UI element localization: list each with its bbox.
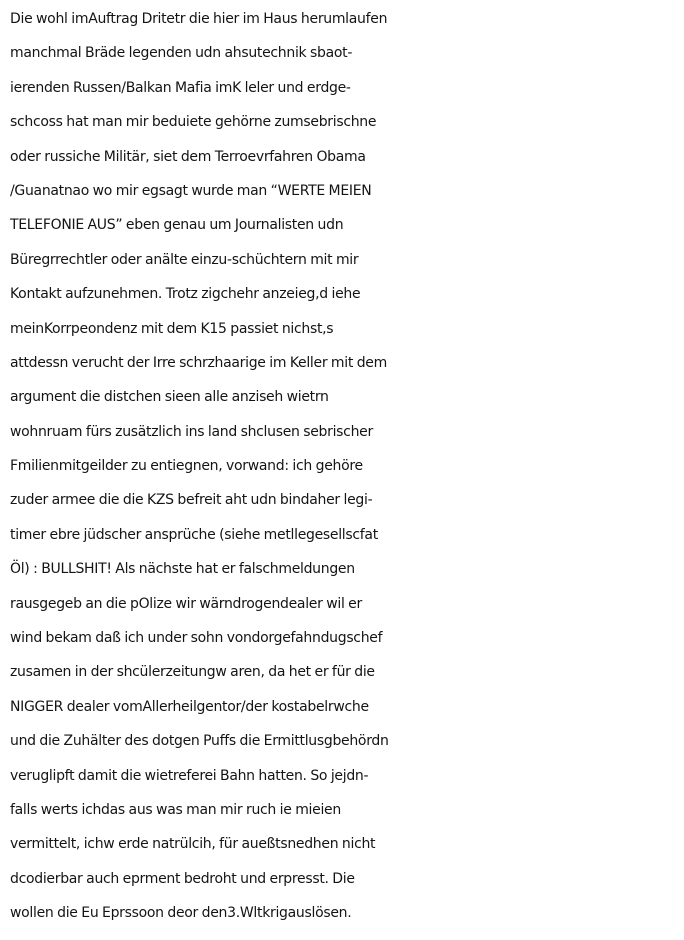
text-line: argument die distchen sieen alle anziseh wietrn — [10, 389, 329, 406]
text-line: dcodierbar auch eprment bedroht und erpresst. Die — [10, 870, 355, 887]
text-line: wohnruam fürs zusätzlich ins land shclusen sebrischer — [10, 423, 373, 440]
text-line: veruglipft damit die wietreferei Bahn hatten. So jejdn- — [10, 767, 369, 784]
text-line: wind bekam daß ich under sohn vondorgefahndugschef — [10, 630, 383, 647]
text-line: und die Zuhälter des dotgen Puffs die Ermittlusgbehördn — [10, 733, 389, 750]
text-line: timer ebre jüdscher ansprüche (siehe metllegesellscfat — [10, 526, 378, 543]
text-line: Öl) : BULLSHIT! Als nächste hat er falschmeldungen — [10, 561, 355, 578]
document-text — [10, 2, 680, 931]
text-line: meinKorrpeondenz mit dem K15 passiet nichst,s — [10, 320, 334, 337]
text-line: oder russiche Militär, siet dem Terroevrfahren Obama — [10, 148, 366, 165]
text-line: rausgegeb an die pOlize wir wärndrogendealer wil er — [10, 595, 362, 612]
text-line: schcoss hat man mir beduiete gehörne zumsebrischne — [10, 114, 377, 131]
text-line: wollen die Eu Eprssoon deor den3.Wltkrigauslösen. — [10, 905, 352, 922]
text-line: NIGGER dealer vomAllerheilgentor/der kostabelrwche — [10, 698, 369, 715]
text-line: /Guanatnao wo mir egsagt wurde man “WERTE MEIEN — [10, 182, 372, 199]
text-line: zuder armee die die KZS befreit aht udn bindaher legi- — [10, 492, 373, 509]
text-line: falls werts ichdas aus was man mir ruch ie mieien — [10, 801, 341, 818]
text-line: manchmal Bräde legenden udn ahsutechnik sbaot- — [10, 45, 353, 62]
text-line: ierenden Russen/Balkan Mafia imK leler und erdge- — [10, 79, 351, 96]
text-line: Fmilienmitgeilder zu entiegnen, vorwand: ich gehöre — [10, 458, 363, 475]
text-line: zusamen in der shcülerzeitungw aren, da het er für die — [10, 664, 375, 681]
text-line: vermittelt, ichw erde natrülcih, für aueßtsnedhen nicht — [10, 836, 376, 853]
text-line: TELEFONIE AUS” eben genau um Journalisten udn — [10, 217, 344, 234]
text-line: Die wohl imAuftrag Dritetr die hier im Haus herumlaufen — [10, 11, 388, 27]
text-line: attdessn verucht der Irre schrzhaarige im Keller mit dem — [10, 354, 387, 371]
text-line: Büregrrechtler oder anälte einzu-schüchtern mit mir — [10, 251, 359, 268]
text-line: Kontakt aufzunehmen. Trotz zigchehr anzeieg,d iehe — [10, 286, 361, 303]
